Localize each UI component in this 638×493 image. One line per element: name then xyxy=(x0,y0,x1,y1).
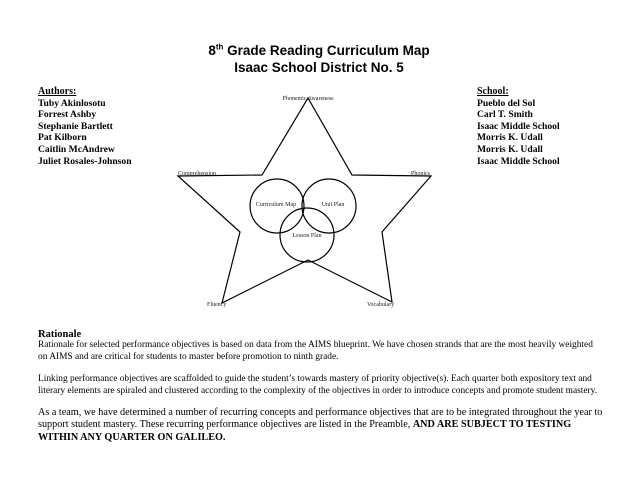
rationale-paragraph: Linking performance objectives are scaffolded to guide the student’s towards mastery of priority objective(s). Each quarter both expository text and literary elements are spiraled and clustered according to the complexity of the objectives in order to introduce concepts and promote student mastery. xyxy=(38,374,598,396)
rationale-section xyxy=(38,329,604,444)
author-name: Caitlin McAndrew xyxy=(38,143,115,155)
star-outline xyxy=(178,98,431,303)
label-unit-plan: Unit Plan xyxy=(321,202,345,208)
school-name: Pueblo del Sol xyxy=(477,97,536,109)
page-subtitle: Isaac School District No. 5 xyxy=(234,60,404,75)
label-comprehension: Comprehension xyxy=(178,171,216,177)
author-name: Forrest Ashby xyxy=(38,109,97,121)
rationale-heading: Rationale xyxy=(38,329,82,340)
label-fluency: Fluency xyxy=(207,302,227,308)
label-phonics: Phonics xyxy=(410,171,430,177)
label-vocabulary: Vocabulary xyxy=(367,302,395,308)
school-name: Isaac Middle School xyxy=(477,155,560,167)
label-lesson-plan: Lesson Plan xyxy=(292,233,322,239)
page-title: 8th Grade Reading Curriculum Map xyxy=(208,42,430,58)
school-name: Morris K. Udall xyxy=(477,132,543,144)
authors-heading: Authors: xyxy=(38,86,77,97)
rationale-paragraph: Rationale for selected performance objectives is based on data from the AIMS blueprint. We have chosen strands that are the most heavily weighted on AIMS and are critical for students to master before promotion to ninth grade. xyxy=(38,340,593,362)
rationale-emphasis: AND ARE SUBJECT TO TESTING WITHIN ANY QUARTER ON GALILEO. xyxy=(38,419,572,443)
author-name: Pat Kilborn xyxy=(38,132,87,144)
rationale-text: As a team, we have determined a number of recurring concepts and performance objectives that are to be integrated throughout the year to support student mastery. These recurring performance objectives are listed in the Preamble, xyxy=(38,407,603,431)
label-phonemic-awareness: Phonemic Awareness xyxy=(282,96,334,102)
label-curriculum-map: Curriculum Map xyxy=(255,202,297,208)
rationale-paragraph xyxy=(38,407,604,444)
author-name: Tuby Akinlosotu xyxy=(38,97,106,109)
school-name: Morris K. Udall xyxy=(477,143,543,155)
school-name: Isaac Middle School xyxy=(477,120,560,132)
school-name: Carl T. Smith xyxy=(477,109,533,121)
schools-heading: School: xyxy=(477,86,509,97)
author-name: Juliet Rosales-Johnson xyxy=(38,155,132,167)
author-name: Stephanie Bartlett xyxy=(38,120,113,132)
